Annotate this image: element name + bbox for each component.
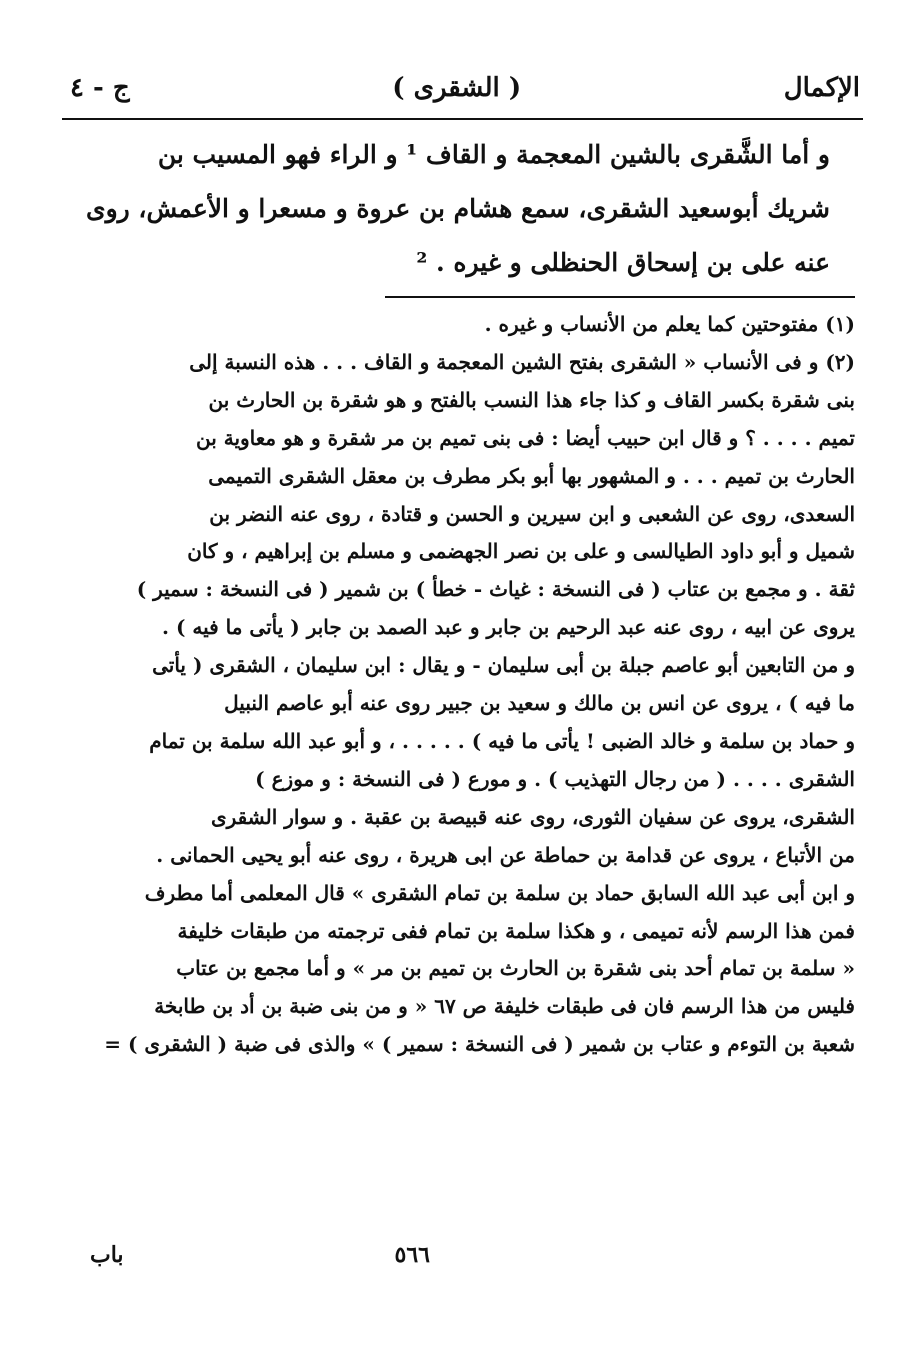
running-header bbox=[70, 62, 860, 114]
footnote-line: شعبة بن التوءم و عتاب بن شمير ( فى النسخة : سمير ) » والذى فى ضبة ( الشقرى ) = bbox=[104, 1032, 855, 1057]
footnote-line: و ابن أبى عبد الله السابق حماد بن سلمة بن تمام الشقرى » قال المعلمى أما مطرف bbox=[144, 880, 855, 905]
main-line: و أما الشَّقرى بالشين المعجمة و القاف ¹ و الراء فهو المسيب بن bbox=[157, 140, 830, 169]
footnote-line: يروى عن ابيه ، روى عنه عبد الرحيم بن جابر و عبد الصمد بن جابر ( يأتى ما فيه ) . bbox=[162, 615, 855, 640]
main-line: عنه على بن إسحاق الحنظلى و غيره . ² bbox=[416, 248, 830, 277]
footnotes bbox=[62, 306, 855, 1064]
footnote-line: الشقرى . . . . ( من رجال التهذيب ) . و مورع ( فى النسخة : و موزع ) bbox=[255, 766, 855, 791]
catchword: باب bbox=[90, 1242, 124, 1268]
footnote-line: فمن هذا الرسم لأنه تميمى ، و هكذا سلمة بن تمام ففى ترجمته من طبقات خليفة bbox=[177, 918, 855, 943]
footnote-line: ثقة . و مجمع بن عتاب ( فى النسخة : غياث - خطأ ) بن شمير ( فى النسخة : سمير ) bbox=[136, 577, 855, 602]
footnote-line: و حماد بن سلمة و خالد الضبى ! يأتى ما فيه ) . . . . . ، و أبو عبد الله سلمة بن تمام bbox=[149, 728, 855, 753]
footnote-separator bbox=[385, 296, 855, 298]
header-rule bbox=[62, 118, 863, 120]
footnote-line: فليس من هذا الرسم فان فى طبقات خليفة ص ٦٧ « و من بنى ضبة بن أد بن طابخة bbox=[154, 994, 855, 1019]
footnote-line: من الأتباع ، يروى عن قدامة بن حماطة عن ابى هريرة ، روى عنه أبو يحيى الحمانى . bbox=[156, 842, 855, 867]
footnote-line: بنى شقرة بكسر القاف و كذا جاء هذا النسب بالفتح و هو شقرة بن الحارث بن bbox=[208, 387, 855, 412]
main-line: شريك أبوسعيد الشقرى، سمع هشام بن عروة و مسعرا و الأعمش، روى bbox=[86, 194, 830, 223]
footnote-line: السعدى، روى عن الشعبى و ابن سيرين و الحسن و قتادة ، روى عنه النضر بن bbox=[209, 501, 855, 526]
volume-number: ج - ٤ bbox=[70, 73, 130, 103]
footnote-line: (١) مفتوحتين كما يعلم من الأنساب و غيره . bbox=[484, 312, 855, 336]
page-footer bbox=[90, 1240, 820, 1280]
footnote-line: (٢) و فى الأنساب « الشقرى بفتح الشين المعجمة و القاف . . . هذه النسبة إلى bbox=[189, 349, 855, 374]
footnote-line: و من التابعين أبو عاصم جبلة بن أبى سليمان - و يقال : ابن سليمان ، الشقرى ( يأتى bbox=[152, 653, 855, 678]
footnote-line: شميل و أبو داود الطيالسى و على بن نصر الجهضمى و مسلم بن إبراهيم ، و كان bbox=[187, 539, 855, 564]
section-title: ( الشقرى ) bbox=[392, 73, 522, 103]
footnote-line: الحارث بن تميم . . . و المشهور بها أبو بكر مطرف بن معقل الشقرى التميمى bbox=[208, 463, 855, 488]
footnote-line: ما فيه ) ، يروى عن انس بن مالك و سعيد بن جبير روى عنه أبو عاصم النبيل bbox=[224, 691, 855, 716]
book-title: الإكمال bbox=[783, 73, 860, 103]
main-text bbox=[75, 128, 830, 290]
footnote-line: الشقرى، يروى عن سفيان الثورى، روى عنه قبيصة بن عقبة . و سوار الشقرى bbox=[210, 804, 855, 829]
page-number: ٥٦٦ bbox=[394, 1242, 430, 1268]
footnote-line: تميم . . . . ؟ و قال ابن حبيب أيضا : فى بنى تميم بن مر شقرة و هو معاوية بن bbox=[195, 425, 855, 450]
footnote-line: « سلمة بن تمام أحد بنى شقرة بن الحارث بن تميم بن مر » و أما مجمع بن عتاب bbox=[176, 956, 855, 981]
